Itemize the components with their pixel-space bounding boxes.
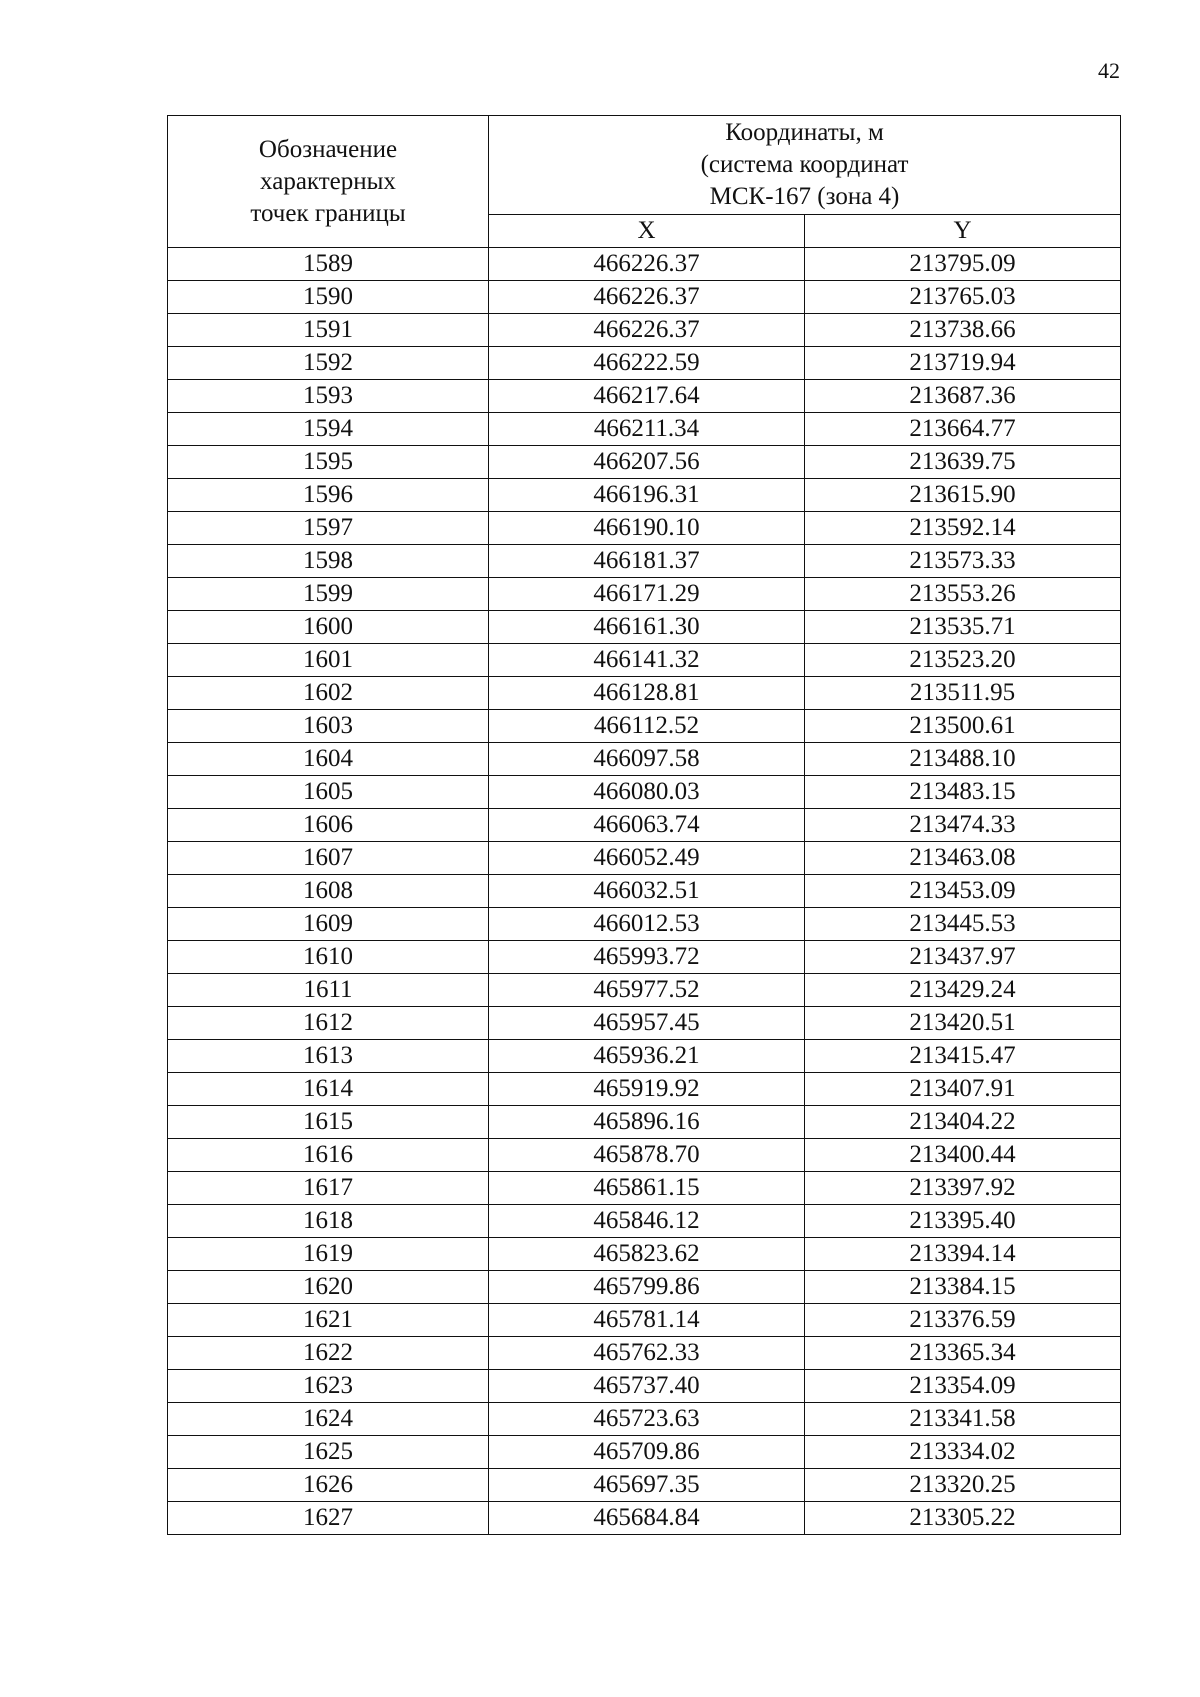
point-cell: 1607 — [168, 842, 489, 875]
table-row — [168, 578, 1121, 611]
point-cell: 1606 — [168, 809, 489, 842]
y-coordinate-cell: 213429.24 — [805, 974, 1121, 1007]
x-coordinate-cell: 466171.29 — [489, 578, 805, 611]
point-cell: 1593 — [168, 380, 489, 413]
table-row — [168, 1139, 1121, 1172]
y-coordinate-cell: 213420.51 — [805, 1007, 1121, 1040]
table-row — [168, 1436, 1121, 1469]
point-cell: 1613 — [168, 1040, 489, 1073]
table-body — [168, 248, 1121, 1535]
table-row — [168, 446, 1121, 479]
y-coordinate-cell: 213615.90 — [805, 479, 1121, 512]
x-coordinate-cell: 465993.72 — [489, 941, 805, 974]
point-cell: 1611 — [168, 974, 489, 1007]
x-column-header: X — [489, 215, 805, 248]
point-cell: 1617 — [168, 1172, 489, 1205]
x-coordinate-cell: 465878.70 — [489, 1139, 805, 1172]
y-coordinate-cell: 213573.33 — [805, 545, 1121, 578]
x-coordinate-cell: 465723.63 — [489, 1403, 805, 1436]
table-row — [168, 974, 1121, 1007]
table-row — [168, 1106, 1121, 1139]
x-coordinate-cell: 466063.74 — [489, 809, 805, 842]
x-coordinate-cell: 466226.37 — [489, 248, 805, 281]
table-row — [168, 347, 1121, 380]
y-coordinate-cell: 213483.15 — [805, 776, 1121, 809]
point-cell: 1626 — [168, 1469, 489, 1502]
table-row — [168, 380, 1121, 413]
table-row — [168, 1040, 1121, 1073]
x-coordinate-cell: 466080.03 — [489, 776, 805, 809]
x-coordinate-cell: 466226.37 — [489, 314, 805, 347]
table-row — [168, 1271, 1121, 1304]
point-cell: 1605 — [168, 776, 489, 809]
y-coordinate-cell: 213404.22 — [805, 1106, 1121, 1139]
table-row — [168, 1007, 1121, 1040]
coords-header-line: Координаты, м — [725, 119, 884, 146]
y-coordinate-cell: 213354.09 — [805, 1370, 1121, 1403]
table-row — [168, 1469, 1121, 1502]
x-coordinate-cell: 466207.56 — [489, 446, 805, 479]
x-coordinate-cell: 466141.32 — [489, 644, 805, 677]
x-coordinate-cell: 465823.62 — [489, 1238, 805, 1271]
point-cell: 1600 — [168, 611, 489, 644]
x-coordinate-cell: 465977.52 — [489, 974, 805, 1007]
table-row — [168, 677, 1121, 710]
x-coordinate-cell: 465896.16 — [489, 1106, 805, 1139]
x-coordinate-cell: 466217.64 — [489, 380, 805, 413]
point-cell: 1591 — [168, 314, 489, 347]
coords-header-line: МСК-167 (зона 4) — [709, 183, 900, 210]
table-row — [168, 248, 1121, 281]
point-cell: 1614 — [168, 1073, 489, 1106]
x-coordinate-cell: 466196.31 — [489, 479, 805, 512]
y-coordinate-cell: 213334.02 — [805, 1436, 1121, 1469]
coordinates-column-header — [489, 116, 1121, 215]
table-row — [168, 1304, 1121, 1337]
table-row — [168, 512, 1121, 545]
table-row — [168, 842, 1121, 875]
x-coordinate-cell: 466112.52 — [489, 710, 805, 743]
point-cell: 1612 — [168, 1007, 489, 1040]
x-coordinate-cell: 465846.12 — [489, 1205, 805, 1238]
y-coordinate-cell: 213535.71 — [805, 611, 1121, 644]
y-coordinate-cell: 213765.03 — [805, 281, 1121, 314]
table-row — [168, 611, 1121, 644]
point-cell: 1598 — [168, 545, 489, 578]
y-coordinate-cell: 213738.66 — [805, 314, 1121, 347]
y-coordinate-cell: 213400.44 — [805, 1139, 1121, 1172]
point-header-line: Обозначение — [258, 135, 398, 163]
point-cell: 1609 — [168, 908, 489, 941]
x-coordinate-cell: 466097.58 — [489, 743, 805, 776]
point-cell: 1627 — [168, 1502, 489, 1535]
point-cell: 1601 — [168, 644, 489, 677]
y-coordinate-cell: 213553.26 — [805, 578, 1121, 611]
x-coordinate-cell: 466128.81 — [489, 677, 805, 710]
table-row — [168, 875, 1121, 908]
table-row — [168, 776, 1121, 809]
y-coordinate-cell: 213463.08 — [805, 842, 1121, 875]
point-cell: 1618 — [168, 1205, 489, 1238]
point-header-line: точек границы — [250, 199, 406, 227]
point-cell: 1604 — [168, 743, 489, 776]
y-coordinate-cell: 213453.09 — [805, 875, 1121, 908]
point-cell: 1619 — [168, 1238, 489, 1271]
table-row — [168, 941, 1121, 974]
point-cell: 1597 — [168, 512, 489, 545]
point-cell: 1622 — [168, 1337, 489, 1370]
y-coordinate-cell: 213395.40 — [805, 1205, 1121, 1238]
coords-header-line: (система координат — [700, 151, 909, 178]
y-coordinate-cell: 213407.91 — [805, 1073, 1121, 1106]
x-coordinate-cell: 465697.35 — [489, 1469, 805, 1502]
y-coordinate-cell: 213365.34 — [805, 1337, 1121, 1370]
y-column-header: Y — [805, 215, 1121, 248]
y-coordinate-cell: 213664.77 — [805, 413, 1121, 446]
x-coordinate-cell: 466222.59 — [489, 347, 805, 380]
y-coordinate-cell: 213305.22 — [805, 1502, 1121, 1535]
point-cell: 1602 — [168, 677, 489, 710]
x-coordinate-cell: 465957.45 — [489, 1007, 805, 1040]
point-cell: 1595 — [168, 446, 489, 479]
point-cell: 1616 — [168, 1139, 489, 1172]
x-coordinate-cell: 465936.21 — [489, 1040, 805, 1073]
x-coordinate-cell: 466211.34 — [489, 413, 805, 446]
table-row — [168, 314, 1121, 347]
point-cell: 1590 — [168, 281, 489, 314]
x-coordinate-cell: 466161.30 — [489, 611, 805, 644]
table-row — [168, 1337, 1121, 1370]
table-row — [168, 1205, 1121, 1238]
x-coordinate-cell: 465781.14 — [489, 1304, 805, 1337]
x-coordinate-cell: 466032.51 — [489, 875, 805, 908]
y-coordinate-cell: 213384.15 — [805, 1271, 1121, 1304]
y-coordinate-cell: 213511.95 — [805, 677, 1121, 710]
point-cell: 1603 — [168, 710, 489, 743]
x-coordinate-cell: 465861.15 — [489, 1172, 805, 1205]
point-cell: 1608 — [168, 875, 489, 908]
page-number: 42 — [1098, 58, 1120, 83]
table-row — [168, 1502, 1121, 1535]
y-coordinate-cell: 213523.20 — [805, 644, 1121, 677]
point-cell: 1610 — [168, 941, 489, 974]
table-row — [168, 743, 1121, 776]
table-header — [168, 116, 1121, 248]
y-coordinate-cell: 213687.36 — [805, 380, 1121, 413]
y-coordinate-cell: 213795.09 — [805, 248, 1121, 281]
table-row — [168, 1073, 1121, 1106]
x-coordinate-cell: 466052.49 — [489, 842, 805, 875]
y-coordinate-cell: 213397.92 — [805, 1172, 1121, 1205]
x-coordinate-cell: 466181.37 — [489, 545, 805, 578]
point-column-header — [168, 116, 489, 248]
point-cell: 1615 — [168, 1106, 489, 1139]
point-cell: 1599 — [168, 578, 489, 611]
point-cell: 1620 — [168, 1271, 489, 1304]
y-coordinate-cell: 213445.53 — [805, 908, 1121, 941]
y-coordinate-cell: 213592.14 — [805, 512, 1121, 545]
y-coordinate-cell: 213394.14 — [805, 1238, 1121, 1271]
table-row — [168, 281, 1121, 314]
table-row — [168, 1370, 1121, 1403]
y-coordinate-cell: 213376.59 — [805, 1304, 1121, 1337]
table-row — [168, 1238, 1121, 1271]
table-row — [168, 908, 1121, 941]
y-coordinate-cell: 213474.33 — [805, 809, 1121, 842]
x-coordinate-cell: 466012.53 — [489, 908, 805, 941]
table-row — [168, 479, 1121, 512]
table-row — [168, 809, 1121, 842]
y-coordinate-cell: 213437.97 — [805, 941, 1121, 974]
point-cell: 1623 — [168, 1370, 489, 1403]
point-cell: 1589 — [168, 248, 489, 281]
y-coordinate-cell: 213488.10 — [805, 743, 1121, 776]
x-coordinate-cell: 465762.33 — [489, 1337, 805, 1370]
table-row — [168, 1172, 1121, 1205]
point-cell: 1594 — [168, 413, 489, 446]
x-coordinate-cell: 465709.86 — [489, 1436, 805, 1469]
x-coordinate-cell: 465684.84 — [489, 1502, 805, 1535]
y-coordinate-cell: 213639.75 — [805, 446, 1121, 479]
point-header-line: характерных — [260, 167, 396, 195]
y-coordinate-cell: 213320.25 — [805, 1469, 1121, 1502]
point-cell: 1621 — [168, 1304, 489, 1337]
x-coordinate-cell: 466226.37 — [489, 281, 805, 314]
table-row — [168, 545, 1121, 578]
table-row — [168, 413, 1121, 446]
table-row — [168, 644, 1121, 677]
x-coordinate-cell: 465799.86 — [489, 1271, 805, 1304]
point-cell: 1624 — [168, 1403, 489, 1436]
y-coordinate-cell: 213500.61 — [805, 710, 1121, 743]
y-coordinate-cell: 213415.47 — [805, 1040, 1121, 1073]
x-coordinate-cell: 465919.92 — [489, 1073, 805, 1106]
point-cell: 1625 — [168, 1436, 489, 1469]
y-coordinate-cell: 213719.94 — [805, 347, 1121, 380]
table-row — [168, 1403, 1121, 1436]
point-cell: 1592 — [168, 347, 489, 380]
table-row — [168, 710, 1121, 743]
x-coordinate-cell: 466190.10 — [489, 512, 805, 545]
point-cell: 1596 — [168, 479, 489, 512]
y-coordinate-cell: 213341.58 — [805, 1403, 1121, 1436]
coordinates-table — [167, 115, 1121, 1535]
x-coordinate-cell: 465737.40 — [489, 1370, 805, 1403]
